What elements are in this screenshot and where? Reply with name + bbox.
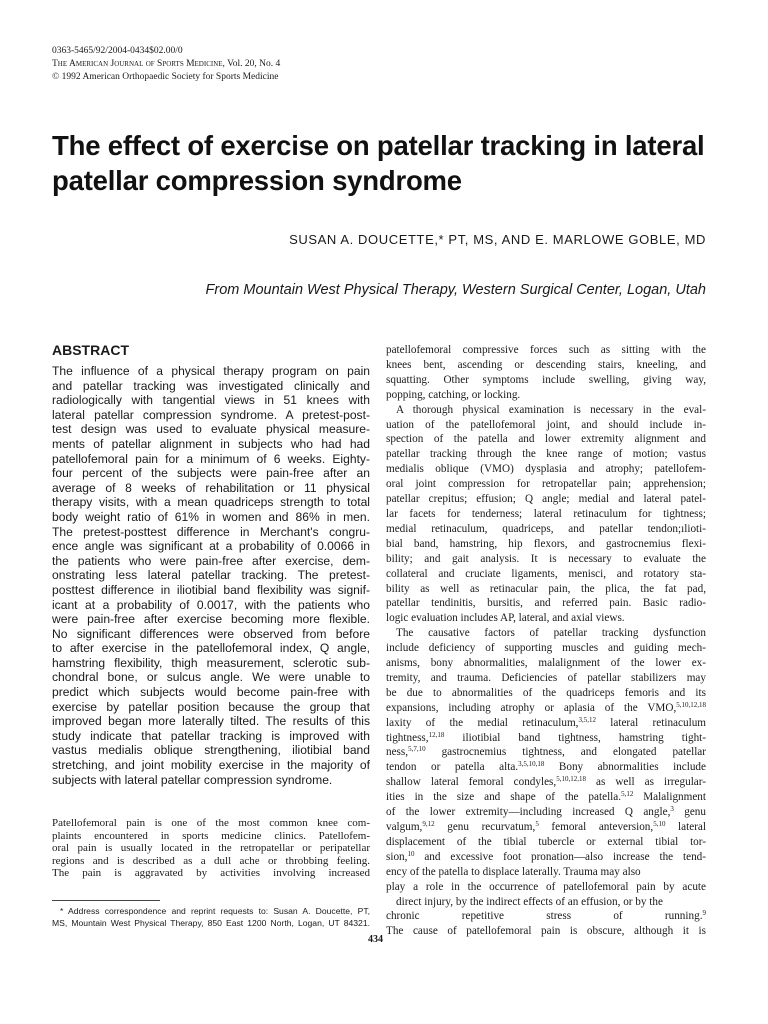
text-line: study indicate that patellar tracking is improved with (52, 728, 370, 743)
journal-name: The American Journal of Sports Medicine (52, 59, 223, 69)
text-line: subjects with lateral patellar compression syndrome. (52, 772, 333, 787)
text-segment: sion, (386, 850, 408, 863)
text-segment: tightness, (386, 731, 429, 744)
text-line: ency of the patella to displace laterally. Trauma may also (386, 865, 641, 878)
text-line (386, 820, 706, 835)
page-number: 434 (368, 934, 383, 945)
text-line: test design was used to evaluate physical measure- (52, 422, 370, 437)
text-line: body weight ratio of 61% in women and 86% in men. (52, 509, 370, 524)
text-line: bility as well as retinacular pain, the plica, the fat pad, (386, 582, 706, 595)
text-segment: Malalignment (633, 791, 706, 804)
copyright-line: © 1992 American Orthopaedic Society for Sports Medicine (52, 72, 279, 82)
text-line: the patients who were pain-free after exercise, dem- (52, 553, 370, 568)
text-line: patellar tendinitis, bursitis, and referred pain. Basic radio- (386, 597, 706, 610)
text-line: average of 8 weeks of rehabilitation or 11 physical (52, 480, 370, 495)
text-line: four percent of the subjects were pain-free after an (52, 466, 370, 481)
text-line: hamstring flexibility, thigh measurement, sclerotic sub- (52, 655, 370, 670)
text-line: patellofemoral pain for a minimum of 6 weeks. Eighty- (52, 451, 370, 466)
text-line: ence angle was significant at a probability of 0.0066 in (52, 539, 370, 554)
journal-header (52, 45, 280, 84)
text-line (386, 731, 706, 746)
text-line (386, 790, 706, 805)
text-line (386, 909, 706, 924)
authors: SUSAN A. DOUCETTE,* PT, MS, AND E. MARLOWE GOBLE, MD (289, 232, 706, 247)
citation-superscript: 3,5,10,18 (518, 760, 545, 769)
text-line: No significant differences were observed from before (52, 626, 370, 641)
text-line: exercise by patellar position because the group that (52, 699, 370, 714)
text-line: were pain-free after exercise becoming more flexible. (52, 612, 370, 627)
citation-superscript: 3,5,12 (578, 715, 596, 724)
text-line: medial retinaculum, quadriceps, and patellar tendon;ılioti- (386, 522, 706, 535)
text-line: patellofemoral compressive forces such as sitting with the (386, 344, 706, 356)
text-segment: genu (673, 806, 706, 819)
text-line: popping, catching, or locking. (386, 388, 521, 401)
text-segment: ness, (386, 746, 409, 759)
text-segment: laxity of the medial retinaculum, (386, 716, 579, 729)
text-line: The pretest-posttest difference in Merchant's congru- (52, 524, 370, 539)
citation-superscript: 12,18 (428, 730, 445, 739)
text-segment: as well as irregular- (585, 776, 706, 789)
body-left-column (52, 817, 370, 880)
citation-superscript: 5 (535, 820, 539, 828)
text-line: A thorough physical examination is necessary in the eval- (396, 403, 706, 416)
text-line: logic evaluation includes AP, lateral, and axial views. (386, 612, 625, 625)
citation-superscript: 10 (407, 849, 415, 858)
text-segment: shallow lateral femoral condyles, (386, 776, 557, 789)
citation-superscript: 9 (702, 909, 706, 918)
issn-line: 0363-5465/92/2004-0434$02.00/0 (52, 46, 183, 56)
text-segment: and excessive foot pronation—also increase the tend- (414, 850, 706, 863)
text-segment: of the lower extremity—including increased Q angle, (386, 806, 671, 819)
text-line: plaints encountered in sports medicine clinics. Patellofem- (52, 829, 370, 842)
text-line: play a role in the occurrence of patellofemoral pain by acute (386, 880, 706, 893)
text-line: patellar crepitus; effusion; Q angle; medial and lateral patel- (386, 493, 706, 506)
text-segment: Bony abnormalities include (544, 761, 706, 774)
text-segment: iliotibial band tightness, hamstring tight- (444, 731, 706, 744)
text-line: icant at a probability of 0.0017, with the patients who (52, 597, 370, 612)
text-line (386, 701, 706, 716)
text-line: MS, Mountain West Physical Therapy, 850 East 1200 North, Logan, UT 84321. (52, 918, 370, 928)
citation-superscript: 5,10,12,18 (676, 700, 706, 709)
text-line (386, 745, 706, 760)
text-line: squatting. Other symptoms include swelling, giving way, (386, 373, 706, 386)
text-line: be due to abnormalities of the quadriceps femoris and its (386, 686, 706, 699)
text-segment: gastrocnemius tightness, and elongated patellar (425, 746, 706, 759)
text-line: * Address correspondence and reprint requests to: Susan A. Doucette, PT, (60, 906, 370, 916)
text-line: include deficiency of supporting muscles and guiding mech- (386, 642, 706, 655)
text-line: collateral and cruciate ligaments, menisci, and rotatory sta- (386, 567, 706, 580)
text-line: uation of the patellofemoral joint, and should include in- (386, 418, 706, 431)
affiliation: From Mountain West Physical Therapy, Western Surgical Center, Logan, Utah (205, 282, 706, 298)
text-line: chondral bone, or sulcus angle. We were unable to (52, 670, 370, 685)
text-line: The influence of a physical therapy program on pain (52, 364, 370, 378)
text-segment: genu recurvatum, (434, 821, 536, 833)
body-right-column (386, 343, 706, 939)
text-line: onstrating less lateral patellar tracking. The pretest- (52, 568, 370, 583)
text-line: knees bent, ascending or descending stairs, kneeling, and (386, 358, 706, 371)
text-segment: lateral (665, 821, 706, 833)
text-line: therapy visits, with a mean quadriceps strength to total (52, 495, 370, 510)
text-segment: chronic repetitive stress of running. (386, 910, 703, 923)
text-line: bility; and gait analysis. It is necessary to evaluate the (386, 552, 706, 565)
text-line (386, 716, 706, 731)
text-line: medialis oblique (VMO) dysplasia and atrophy; patellofem- (386, 463, 706, 476)
text-line: oral pain is usually located in the retropatellar or peripatellar (52, 842, 370, 855)
citation-superscript: 5,10,12,18 (556, 775, 586, 784)
text-line: anisms, bony abnormalities, malalignment of the lower ex- (386, 657, 706, 670)
text-segment: tendon or patella alta. (386, 761, 519, 774)
citation-superscript: 5,7,10 (408, 745, 426, 754)
text-line: The cause of patellofemoral pain is obscure, although it is (386, 925, 706, 938)
text-line: and patellar tracking was investigated clinically and (52, 378, 370, 393)
text-line: spection of the patella and lower extremity alignment and (386, 433, 706, 446)
text-line: displacement of the tibial tubercle or external tibial tor- (386, 835, 706, 848)
text-line: radiologically with tangential views in 51 knees with (52, 393, 370, 408)
paper-title: The effect of exercise on patellar tracking in lateral patellar compression syndrome (52, 130, 705, 196)
text-line (386, 760, 706, 775)
text-line: vastus medialis oblique strengthening, iliotibial band (52, 743, 370, 758)
text-line: regions and is described as a dull ache or throbbing feeling. (52, 854, 370, 867)
text-segment: femoral anteversion, (538, 821, 654, 833)
text-line: lateral patellar compression syndrome. A pretest-post- (52, 407, 370, 422)
citation-superscript: 3 (670, 805, 674, 814)
abstract-heading: ABSTRACT (52, 342, 129, 358)
journal-volume: , Vol. 20, No. 4 (222, 59, 281, 69)
citation-superscript: 9,12 (422, 820, 435, 828)
text-line: tremity, and trauma. Deficiencies of patellar stabilizers may (386, 671, 706, 684)
text-segment: ities in the size and shape of the patella. (386, 791, 622, 804)
citation-superscript: 5,12 (621, 790, 634, 799)
text-line: ments of patellar alignment in subjects who had had (52, 436, 370, 451)
text-line: improved began more laterally tilted. The results of this (52, 714, 370, 729)
text-line: direct injury, by the indirect effects of an effusion, or by the (396, 895, 663, 908)
text-line: The causative factors of patellar tracking dysfunction (396, 627, 706, 640)
text-line: to after exercise in the patellofemoral index, Q angle, (52, 641, 370, 656)
journal-line (52, 58, 280, 71)
text-line: stretching, and joint mobility exercise in the majority of (52, 758, 370, 773)
text-line: oral joint compression for retropatellar pain; apprehension; (386, 478, 706, 491)
text-segment: lateral retinaculum (595, 716, 706, 729)
text-line: posttest difference in iliotibial band flexibility was signif- (52, 582, 370, 597)
text-line: Patellofemoral pain is one of the most common knee com- (52, 817, 370, 829)
abstract-text (52, 364, 370, 787)
citation-superscript: 5,10 (653, 820, 666, 828)
text-line: patellar tracking through the knee range of motion; vastus (386, 448, 706, 461)
footnote-rule (52, 900, 160, 901)
text-line (386, 775, 706, 790)
text-line: lar facets for tenderness; lateral retinaculum for tightness; (386, 507, 706, 520)
text-line (386, 850, 706, 865)
text-line: The pain is aggravated by activities involving increased (52, 867, 370, 880)
text-line: predict which subjects would become pain-free with (52, 685, 370, 700)
footnote (52, 905, 370, 929)
text-line: bial band, hamstring, hip flexors, and gastrocnemius flexi- (386, 537, 706, 550)
text-segment: valgum, (386, 821, 423, 833)
text-line (386, 805, 706, 820)
text-segment: expansions, including atrophy or aplasia of the VMO, (386, 701, 677, 714)
